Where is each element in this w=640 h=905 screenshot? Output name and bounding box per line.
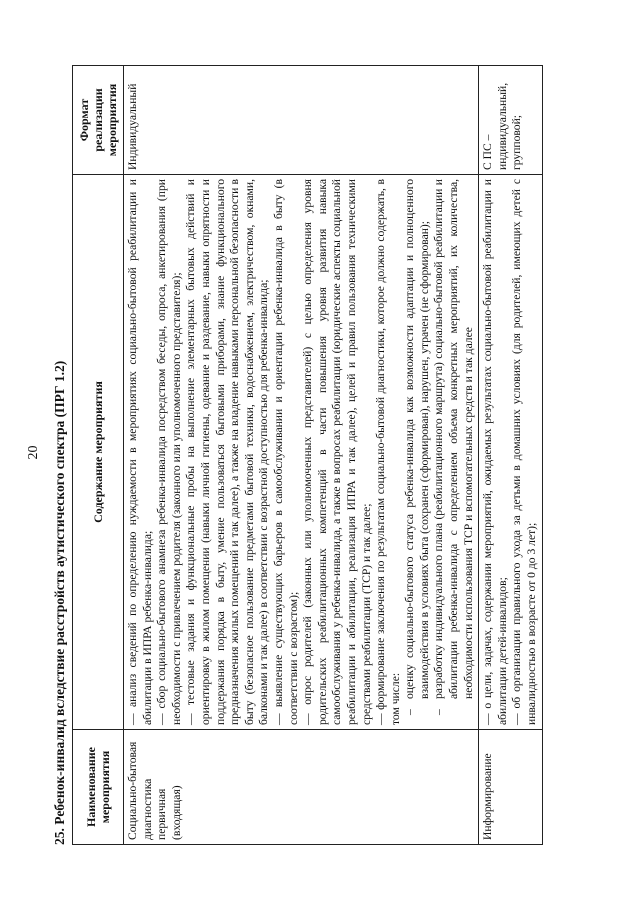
row-content — [124, 175, 479, 730]
row-format: Индивидуальный — [124, 66, 479, 175]
content-subitem: –разработку индивидуального плана (реабилитационного маршрута) социально-бытовой реабилитации и абилитации ребенка-инвалида с определением объема конкретных мероприятий, их количества, необходимости использования ТСР и вспомогательных средств и так далее — [432, 179, 475, 715]
content-item: — выявление существующих барьеров в самообслуживании и ориентации ребенка-инвалида в быту (в соответствии с возрастом); — [271, 179, 300, 725]
table-row — [124, 66, 479, 845]
row-name: Информирование — [479, 730, 542, 845]
content-item: — об организации правильного ухода за детьми в домашних условиях (для родителей, имеющих детей с инвалидностью в возрасте от 0 до 3 лет); — [510, 179, 539, 725]
page-number: 20 — [26, 445, 41, 460]
content-item: — сбор социально-бытового анамнеза ребенка-инвалида посредством беседы, опроса, анкетирования (при необходимости с привлечением родителя (законного или уполномоченного представителя); — [155, 179, 183, 725]
row-name: Социально-бытовая диагностика первичная (входящая) — [124, 730, 479, 845]
content-item: — анализ сведений по определению нуждаемости в мероприятиях социально-бытовой реабилитации и абилитации в ИПРА ребенка-инвалида; — [126, 179, 154, 725]
header-name: Наименование мероприятия — [73, 730, 124, 845]
row-content — [479, 175, 542, 730]
content-item: — о цели, задачах, содержании мероприятий, ожидаемых результатах социально-бытовой реабилитации и абилитации детей-инвалидов; — [481, 179, 509, 725]
rehabilitation-table — [72, 65, 543, 845]
header-content: Содержание мероприятия — [73, 175, 124, 730]
content-item: — формирование заключения по результатам социально-бытовой диагностики, которое должно содержать, в том числе: — [374, 179, 402, 725]
content-subitem: –оценку социально-бытового статуса ребенка-инвалида как возможности адаптации и полноценного взаимодействия в условиях быта (сохранен (сформирован), нарушен, утрачен (не сформирован); — [403, 179, 431, 715]
content-item: — тестовые задания и функциональные пробы на выполнение элементарных бытовых действий и ориентировку в жилом помещении (навыки личной гигиены, одевание и раздевание, навыки опрятности и поддержания порядка в быту, умение пользоваться бытовыми приборами, знание функционального предназначения жилых помещений и так далее), а также на владение навыками персональной безопасности в быту (безопасное пользование предметами бытовой техники, водоснабжением, электричеством, окнами, балконами и так далее) в соответствии с возрастной доступностью для ребенка-инвалида; — [184, 179, 271, 725]
section-title: 25. Ребенок-инвалид вследствие расстройств аутистического спектра (ПРГ 1.2) — [52, 360, 67, 845]
header-format: Формат реализации мероприятия — [73, 66, 124, 175]
content-item: — опрос родителей (законных или уполномоченных представителей) с целью определения уровня родительских реабилитационных компетенций в части повышения уровня развития навыка самообслуживания у ребенка-инвалида, а также в вопросах реабилитации (юридические аспекты социальной реабилитации и абилитации, реализация ИПРА и так далее), целей и правил пользования техническими средствами реабилитации (ТСР) и так далее; — [301, 179, 373, 725]
table-header-row — [73, 66, 124, 845]
row-format: С ПС – индивидуальный, групповой; — [479, 66, 542, 175]
table-row — [479, 66, 542, 845]
